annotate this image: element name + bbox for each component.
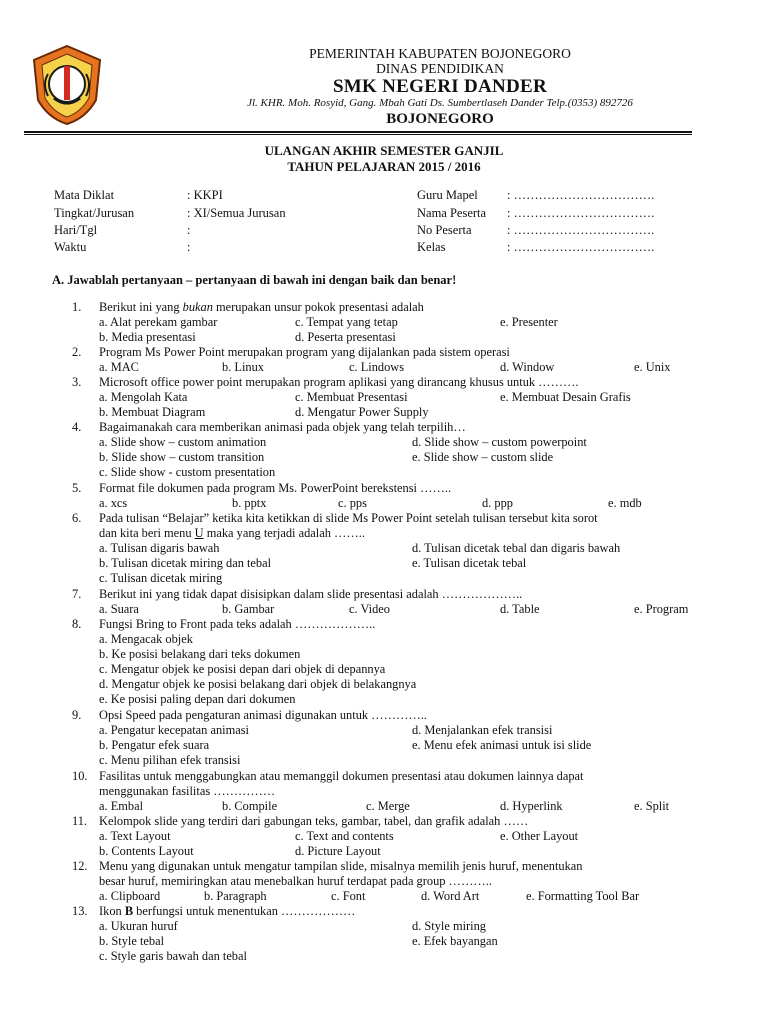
question-text: Format file dokumen pada program Ms. PowerPoint berekstensi …….. [99, 481, 452, 495]
option: d. Picture Layout [295, 844, 381, 858]
option: e. Split [634, 799, 670, 813]
option: c. Text and contents [295, 829, 394, 843]
question-text: Kelompok slide yang terdiri dari gabungan teks, gambar, tabel, dan grafik adalah …… [99, 814, 529, 828]
section-instruction: A. Jawablah pertanyaan – pertanyaan di bawah ini dengan baik dan benar! [52, 273, 457, 287]
option: c. Slide show - custom presentation [99, 465, 276, 479]
option: e. mdb [608, 496, 642, 510]
info-value-time: : [187, 240, 191, 254]
info-label-date: Hari/Tgl [54, 223, 98, 237]
header-school-name: SMK NEGERI DANDER [332, 76, 548, 97]
option: a. Clipboard [99, 889, 161, 903]
exam-year: TAHUN PELAJARAN 2015 / 2016 [287, 159, 481, 174]
exam-title: ULANGAN AKHIR SEMESTER GANJIL [264, 143, 504, 158]
option: a. Ukuran huruf [99, 919, 178, 933]
option: a. Tulisan digaris bawah [99, 541, 220, 555]
question-number: 5. [72, 481, 82, 495]
question-text: Menu yang digunakan untuk mengatur tampilan slide, misalnya memilih jenis huruf, menentukan [99, 859, 583, 873]
question-text: Bagaimanakah cara memberikan animasi pada objek yang telah terpilih… [99, 420, 466, 434]
question-number: 10. [72, 769, 88, 783]
info-label-grade: Tingkat/Jurusan [54, 206, 135, 220]
option: d. Mengatur objek ke posisi belakang dari objek di belakangnya [99, 677, 417, 691]
option: c. Merge [366, 799, 410, 813]
option: e. Menu efek animasi untuk isi slide [412, 738, 592, 752]
info-label-name: Nama Peserta [417, 206, 487, 220]
info-value-class: : ……………………………. [507, 240, 655, 254]
option: a. Text Layout [99, 829, 171, 843]
info-value-name: : ……………………………. [507, 206, 655, 220]
info-value-date: : [187, 223, 191, 237]
question-text: Fasilitas untuk menggabungkan atau memanggil dokumen presentasi atau dokumen lainnya dapat [99, 769, 584, 783]
question-text-continued: dan kita beri menu U maka yang terjadi adalah …….. [99, 526, 365, 540]
option: c. Style garis bawah dan tebal [99, 949, 247, 963]
option: d. Mengatur Power Supply [295, 405, 429, 419]
option: e. Other Layout [500, 829, 579, 843]
question-number: 8. [72, 617, 82, 631]
option: d. Menjalankan efek transisi [412, 723, 553, 737]
question-number: 1. [72, 300, 82, 314]
option: d. Tulisan dicetak tebal dan digaris bawah [412, 541, 621, 555]
option: d. Table [500, 602, 540, 616]
option: a. Embal [99, 799, 144, 813]
info-value-grade: : XI/Semua Jurusan [187, 206, 286, 220]
question-text: Pada tulisan “Belajar” ketika kita ketikkan di slide Ms Power Point setelah tulisan tersebut kita sorot [99, 511, 598, 525]
header-address: Jl. KHR. Moh. Rosyid, Gang. Mbah Gati Ds. Sumbertlaseh Dander Telp.(0353) 892726 [247, 97, 633, 109]
option: a. Suara [99, 602, 139, 616]
question-number: 12. [72, 859, 88, 873]
option: b. Compile [222, 799, 278, 813]
option: e. Efek bayangan [412, 934, 498, 948]
option: a. xcs [99, 496, 128, 510]
info-label-time: Waktu [54, 240, 87, 254]
option: b. pptx [232, 496, 267, 510]
option: c. Lindows [349, 360, 405, 374]
option: c. Font [331, 889, 366, 903]
question-text: Microsoft office power point merupakan program aplikasi yang dirancang khusus untuk ………. [99, 375, 579, 389]
question-text: Berikut ini yang bukan merupakan unsur pokok presentasi adalah [99, 300, 424, 314]
header-divider-thin [24, 134, 692, 135]
header-city: BOJONEGORO [386, 111, 494, 127]
option: b. Membuat Diagram [99, 405, 206, 419]
question-number: 4. [72, 420, 82, 434]
option: a. Mengacak objek [99, 632, 193, 646]
option: c. Video [349, 602, 391, 616]
option: c. Menu pilihan efek transisi [99, 753, 241, 767]
option: b. Media presentasi [99, 330, 196, 344]
option: b. Linux [222, 360, 264, 374]
option: a. MAC [99, 360, 139, 374]
question-text: Program Ms Power Point merupakan program yang dijalankan pada sistem operasi [99, 345, 510, 359]
option: b. Style tebal [99, 934, 165, 948]
option: e. Program [634, 602, 689, 616]
option: e. Formatting Tool Bar [526, 889, 640, 903]
question-number: 11. [72, 814, 88, 828]
option: a. Pengatur kecepatan animasi [99, 723, 250, 737]
question-number: 2. [72, 345, 82, 359]
question-number: 13. [72, 904, 88, 918]
info-label-subject: Mata Diklat [54, 188, 115, 202]
option: b. Tulisan dicetak miring dan tebal [99, 556, 272, 570]
option: c. pps [338, 496, 367, 510]
info-value-subject: : KKPI [187, 188, 223, 202]
question-text: Berikut ini yang tidak dapat disisipkan dalam slide presentasi adalah ……………….. [99, 587, 523, 601]
header-divider [24, 131, 692, 133]
question-text-continued: besar huruf, memiringkan atau menebalkan huruf terdapat pada group ……….. [99, 874, 492, 888]
info-label-number: No Peserta [417, 223, 472, 237]
info-label-teacher: Guru Mapel [417, 188, 478, 202]
header-department: DINAS PENDIDIKAN [376, 61, 504, 76]
option: d. Word Art [421, 889, 480, 903]
option: b. Pengatur efek suara [99, 738, 210, 752]
option: e. Tulisan dicetak tebal [412, 556, 527, 570]
question-number: 7. [72, 587, 82, 601]
option: a. Slide show – custom animation [99, 435, 267, 449]
option: e. Slide show – custom slide [412, 450, 554, 464]
option: d. Slide show – custom powerpoint [412, 435, 587, 449]
option: d. ppp [482, 496, 513, 510]
question-text: Fungsi Bring to Front pada teks adalah ……………….. [99, 617, 376, 631]
option: b. Slide show – custom transition [99, 450, 265, 464]
question-text: Ikon B berfungsi untuk menentukan ……………… [99, 904, 356, 918]
option: c. Membuat Presentasi [295, 390, 408, 404]
bojonegoro-emblem-icon [26, 44, 108, 126]
option: a. Mengolah Kata [99, 390, 188, 404]
option: b. Ke posisi belakang dari teks dokumen [99, 647, 301, 661]
info-value-number: : ……………………………. [507, 223, 655, 237]
option: b. Contents Layout [99, 844, 194, 858]
option: b. Paragraph [204, 889, 267, 903]
question-text-continued: menggunakan fasilitas …………… [99, 784, 276, 798]
info-label-class: Kelas [417, 240, 446, 254]
option: e. Ke posisi paling depan dari dokumen [99, 692, 296, 706]
question-text: Opsi Speed pada pengaturan animasi digunakan untuk ………….. [99, 708, 427, 722]
option: b. Gambar [222, 602, 275, 616]
option: e. Presenter [500, 315, 558, 329]
option: a. Alat perekam gambar [99, 315, 218, 329]
question-number: 3. [72, 375, 82, 389]
option: c. Mengatur objek ke posisi depan dari objek di depannya [99, 662, 386, 676]
option: d. Hyperlink [500, 799, 563, 813]
info-value-teacher: : ……………………………. [507, 188, 655, 202]
option: c. Tulisan dicetak miring [99, 571, 223, 585]
option: e. Membuat Desain Grafis [500, 390, 631, 404]
option: d. Window [500, 360, 555, 374]
option: d. Style miring [412, 919, 486, 933]
option: d. Peserta presentasi [295, 330, 396, 344]
question-number: 6. [72, 511, 82, 525]
option: e. Unix [634, 360, 671, 374]
question-number: 9. [72, 708, 82, 722]
option: c. Tempat yang tetap [295, 315, 398, 329]
header-government: PEMERINTAH KABUPATEN BOJONEGORO [309, 46, 571, 61]
